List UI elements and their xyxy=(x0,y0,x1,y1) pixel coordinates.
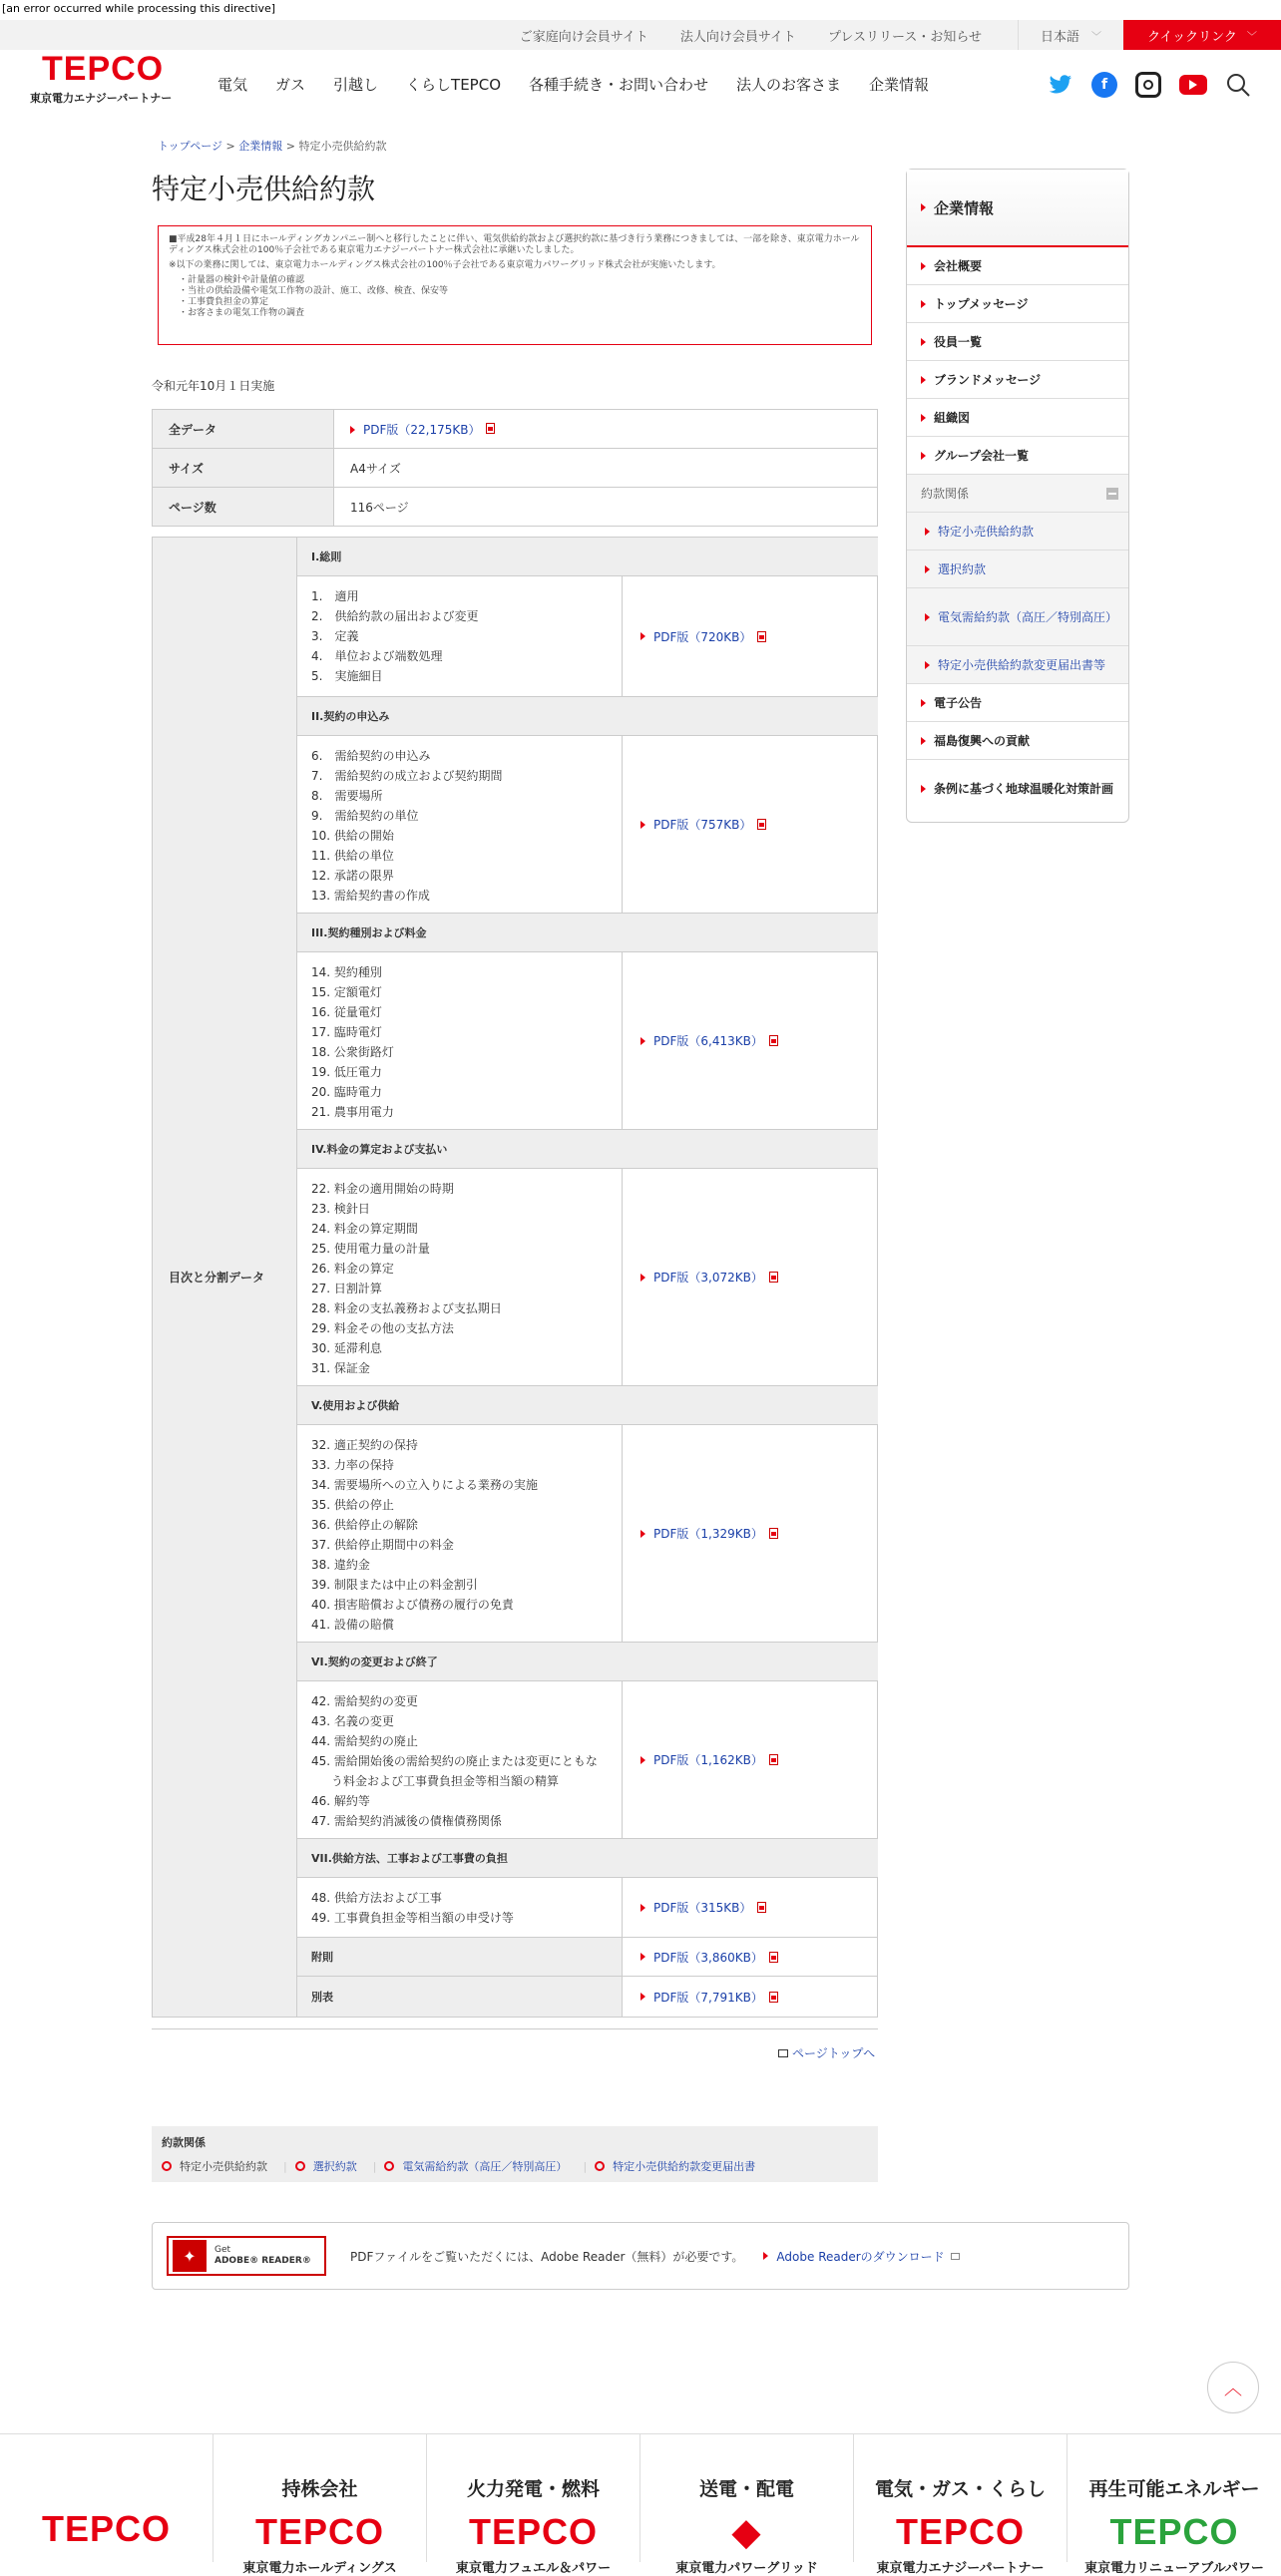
footer-column-title: 電気・ガス・くらし xyxy=(874,2478,1046,2500)
list-item: 48. 供給方法および工事 xyxy=(311,1891,442,1905)
badge-get: Get xyxy=(214,2245,231,2255)
footer-column-title: 火力発電・燃料 xyxy=(466,2478,600,2500)
list-item: 22. 料金の適用開始の時期 xyxy=(311,1182,454,1196)
side-nav xyxy=(906,169,1129,823)
list-item: 12. 承諾の限界 xyxy=(311,869,394,883)
info-value: 116ページ xyxy=(334,488,878,527)
logo-subtitle: 東京電力エナジーパートナー xyxy=(30,92,173,105)
search-icon[interactable] xyxy=(1225,72,1251,98)
nav-procedures[interactable]: 各種手続き・お問い合わせ xyxy=(529,76,709,94)
table-row xyxy=(153,488,878,527)
list-item: 7. 需給契約の成立および契約期間 xyxy=(311,769,503,783)
arrow-right-icon xyxy=(925,565,930,573)
breadcrumb-parent[interactable]: 企業情報 xyxy=(238,140,283,153)
side-nav-item[interactable] xyxy=(907,399,1128,437)
adobe-icon: ✦ xyxy=(173,2240,207,2272)
list-item: 2. 供給約款の届出および変更 xyxy=(311,609,479,623)
toc-items xyxy=(297,576,623,697)
global-nav xyxy=(217,74,957,95)
pdf-icon xyxy=(769,1528,778,1539)
camera-icon xyxy=(778,2049,788,2057)
arrow-right-icon xyxy=(350,426,355,434)
separator: | xyxy=(283,2159,287,2173)
list-item: 4. 単位および端数処理 xyxy=(311,649,443,663)
arrow-right-icon xyxy=(921,737,926,745)
pdf-icon xyxy=(769,1952,778,1963)
side-nav-item[interactable] xyxy=(907,437,1128,475)
related-links xyxy=(152,2126,878,2182)
side-nav-label: 電子公告 xyxy=(934,696,983,710)
list-item: 14. 契約種別 xyxy=(311,965,382,979)
list-item: 20. 臨時電力 xyxy=(311,1085,382,1099)
list-item: 31. 保証金 xyxy=(311,1361,370,1375)
table-row xyxy=(153,449,878,488)
logo-mark: TEPCO xyxy=(42,50,165,88)
separator: | xyxy=(372,2159,377,2173)
related-item[interactable] xyxy=(295,2158,365,2174)
list-item: 32. 適正契約の保持 xyxy=(311,1438,418,1452)
related-label: 特定小売供給約款 xyxy=(180,2160,267,2173)
footer-logo: TEPCO xyxy=(468,2511,598,2552)
language-label: 日本語 xyxy=(1041,29,1080,45)
youtube-icon[interactable] xyxy=(1179,75,1207,95)
footer-logo: TEPCO xyxy=(1109,2511,1239,2552)
pdf-link[interactable]: PDF版（1,162KB） xyxy=(653,1753,763,1767)
error-message: [an error occurred while processing this directive] xyxy=(2,2,276,15)
page-top-label: ページトップへ xyxy=(792,2046,876,2060)
arrow-right-icon xyxy=(640,1530,645,1538)
pdf-icon xyxy=(769,1272,778,1283)
arrow-right-icon xyxy=(921,699,926,707)
toc-side-label: 目次と分割データ xyxy=(153,538,297,2017)
list-item: 23. 検針日 xyxy=(311,1202,370,1216)
side-nav-label: 組織図 xyxy=(934,411,971,425)
side-nav-sub-item[interactable] xyxy=(907,513,1128,551)
footer-logo: TEPCO xyxy=(254,2511,384,2552)
list-item: 5. 実施細目 xyxy=(311,669,383,683)
collapse-icon[interactable] xyxy=(1106,488,1118,500)
toc-pdf-cell xyxy=(623,1169,878,1386)
pdf-link[interactable]: PDF版（315KB） xyxy=(653,1901,752,1915)
footer-logo: TEPCO xyxy=(41,2508,171,2549)
list-item: 1. 適用 xyxy=(311,589,359,603)
arrow-right-icon xyxy=(640,632,645,640)
nav-corporate[interactable]: 企業情報 xyxy=(869,76,930,94)
instagram-icon[interactable] xyxy=(1135,72,1161,98)
footer-column[interactable] xyxy=(0,2434,214,2562)
side-nav-sub-label: 特定小売供給約款 xyxy=(938,525,1035,539)
toc-pdf-cell xyxy=(623,576,878,697)
pdf-icon xyxy=(769,1035,778,1046)
info-label: サイズ xyxy=(153,449,334,488)
arrow-right-icon xyxy=(640,1993,645,2001)
external-link-icon xyxy=(951,2253,960,2260)
arrow-right-icon xyxy=(921,262,926,270)
page-title: 特定小売供給約款 xyxy=(152,173,376,205)
pdf-icon xyxy=(757,819,766,830)
toc-section-title: VI.契約の変更および終了 xyxy=(297,1643,878,1681)
quick-link-button[interactable] xyxy=(1123,20,1281,50)
breadcrumb-current: 特定小売供給約款 xyxy=(298,140,387,153)
list-item: 30. 延滞利息 xyxy=(311,1341,382,1355)
breadcrumb-home[interactable]: トップページ xyxy=(158,140,223,153)
side-nav-sub-item[interactable] xyxy=(907,551,1128,588)
list-item: 9. 需給契約の単位 xyxy=(311,809,419,823)
list-item: 49. 工事費負担金等相当額の申受け等 xyxy=(311,1911,514,1925)
toc-pdf-cell xyxy=(623,1938,878,1977)
related-title: 約款関係 xyxy=(162,2136,206,2149)
separator: | xyxy=(583,2159,588,2173)
list-item: 40. 損害賠償および債務の履行の免責 xyxy=(311,1598,514,1612)
badge-name: ADOBE® READER® xyxy=(214,2256,311,2266)
toc-section-title: III.契約種別および料金 xyxy=(297,914,878,952)
footer-company: 東京電力ホールディングス xyxy=(242,2561,397,2576)
list-item: 6. 需給契約の申込み xyxy=(311,749,431,763)
side-nav-item[interactable] xyxy=(907,285,1128,323)
arrow-right-icon xyxy=(640,1756,645,1764)
adobe-text: PDFファイルをご覧いただくには、Adobe Reader（無料）が必要です。 xyxy=(350,2249,744,2264)
list-item: 19. 低圧電力 xyxy=(311,1065,382,1079)
list-item: 45. 需給開始後の需給契約の廃止または変更にともなう料金および工事費負担金等相当額の精算 xyxy=(311,1754,598,1788)
list-item: 29. 料金その他の支払方法 xyxy=(311,1321,454,1335)
related-label: 特定小売供給約款変更届出書 xyxy=(613,2160,756,2173)
list-item: 44. 需給契約の廃止 xyxy=(311,1734,418,1748)
footer-column[interactable] xyxy=(854,2434,1068,2576)
nav-kurashi[interactable]: くらしTEPCO xyxy=(406,76,502,94)
page-top-link[interactable] xyxy=(778,2044,875,2061)
arrow-right-icon xyxy=(640,1953,645,1961)
list-item: 35. 供給の停止 xyxy=(311,1498,394,1512)
notice-paragraph-1: ■平成28年４月１日にホールディングカンパニー制へと移行したことに伴い、電気供給約款および選択約款に基づき行う業務につきましては、一部を除き、東京電力ホールディングス株式会社の100％子会社である東京電力エナジーパートナー株式会社に承継いたしました。 xyxy=(169,234,860,255)
enforcement-date: 令和元年10月１日実施 xyxy=(152,379,275,393)
list-item: 26. 料金の算定 xyxy=(311,1262,394,1276)
footer-column[interactable] xyxy=(214,2434,427,2576)
side-nav-item[interactable] xyxy=(907,247,1128,285)
arrow-right-icon xyxy=(921,376,926,384)
info-label: ページ数 xyxy=(153,488,334,527)
footer-column[interactable] xyxy=(427,2434,640,2576)
list-item: 41. 設備の賠償 xyxy=(311,1618,394,1632)
toc-pdf-cell xyxy=(623,1425,878,1643)
tepco-logo[interactable] xyxy=(30,50,180,120)
footer-company: 東京電力リニューアブルパワー xyxy=(1084,2561,1264,2576)
toc-pdf-cell xyxy=(623,952,878,1130)
side-nav-label: トップメッセージ xyxy=(934,297,1029,311)
bullet-icon xyxy=(162,2161,172,2171)
arrow-right-icon xyxy=(640,1274,645,1282)
notice-box xyxy=(158,225,872,345)
side-nav-label: 会社概要 xyxy=(934,259,983,273)
side-nav-sub-item[interactable] xyxy=(907,646,1128,684)
notice-item: ・工事費負担金の算定 xyxy=(179,297,269,307)
notice-item: ・お客さまの電気工作物の調査 xyxy=(179,308,305,318)
toc-section-title: V.使用および供給 xyxy=(297,1386,878,1425)
list-item: 47. 需給契約消滅後の債権債務関係 xyxy=(311,1814,502,1828)
list-item: 17. 臨時電灯 xyxy=(311,1025,382,1039)
arrow-right-icon xyxy=(921,452,926,460)
adobe-reader-badge[interactable] xyxy=(167,2236,326,2276)
list-item: 3. 定義 xyxy=(311,629,359,643)
utility-link-home-members[interactable]: ご家庭向け会員サイト xyxy=(519,29,648,45)
chevron-down-icon: ﹀ xyxy=(1246,31,1257,43)
side-nav-group-label: 約款関係 xyxy=(921,487,970,501)
site-header xyxy=(0,50,1281,138)
arrow-right-icon xyxy=(921,300,926,308)
arrow-right-icon xyxy=(925,613,930,621)
related-label: 選択約款 xyxy=(312,2160,357,2173)
toc-items xyxy=(297,1425,623,1643)
toc-section-title: IV.料金の算定および支払い xyxy=(297,1130,878,1169)
pdf-icon xyxy=(757,1902,766,1913)
nav-business[interactable]: 法人のお客さま xyxy=(736,76,842,94)
toc-items xyxy=(297,736,623,914)
group-footer xyxy=(0,2433,1281,2576)
list-item: 46. 解約等 xyxy=(311,1794,370,1808)
toc-section-title: VII.供給方法、工事および工事費の負担 xyxy=(297,1839,878,1878)
arrow-right-icon xyxy=(921,338,926,346)
list-item: 10. 供給の開始 xyxy=(311,829,394,843)
side-nav-item[interactable] xyxy=(907,361,1128,399)
arrow-right-icon xyxy=(921,203,926,211)
adobe-reader-box xyxy=(152,2222,1129,2290)
side-nav-title[interactable] xyxy=(907,170,1128,247)
nav-moving[interactable]: 引越し xyxy=(333,76,379,94)
notice-list xyxy=(179,275,861,319)
footer-column-title xyxy=(0,2474,213,2498)
side-nav-item[interactable] xyxy=(907,760,1128,818)
footer-column-title: 持株会社 xyxy=(281,2478,358,2500)
toc-extra-title: 附則 xyxy=(297,1938,623,1977)
toc-items xyxy=(297,952,623,1130)
utility-bar xyxy=(0,20,1281,50)
side-nav-item[interactable] xyxy=(907,684,1128,722)
toc-items xyxy=(297,1681,623,1839)
pdf-icon xyxy=(769,1754,778,1765)
toc-section-title: I.総則 xyxy=(297,538,878,576)
side-nav-sub-item[interactable] xyxy=(907,588,1128,646)
bullet-icon xyxy=(384,2161,394,2171)
bullet-icon xyxy=(595,2161,605,2171)
list-item: 13. 需給契約書の作成 xyxy=(311,889,430,903)
side-nav-group[interactable] xyxy=(907,475,1128,513)
pdf-link[interactable]: PDF版（757KB） xyxy=(653,818,752,832)
arrow-right-icon xyxy=(640,821,645,829)
arrow-right-icon xyxy=(640,1904,645,1912)
pdf-link[interactable]: PDF版（1,329KB） xyxy=(653,1527,763,1541)
side-nav-item[interactable] xyxy=(907,722,1128,760)
toc-section-title: II.契約の申込み xyxy=(297,697,878,736)
side-nav-label: 福島復興への貢献 xyxy=(934,734,1031,748)
footer-column-title: 再生可能エネルギー xyxy=(1088,2478,1260,2500)
nav-electricity[interactable]: 電気 xyxy=(217,76,248,94)
list-item: 34. 需要場所への立入りによる業務の実施 xyxy=(311,1478,538,1492)
arrow-right-icon xyxy=(763,2252,768,2260)
side-nav-item[interactable] xyxy=(907,323,1128,361)
pdf-link[interactable]: PDF版（3,072KB） xyxy=(653,1271,763,1285)
side-nav-sub-label: 選択約款 xyxy=(938,562,987,576)
list-item: 28. 料金の支払義務および支払期日 xyxy=(311,1301,502,1315)
utility-link-press[interactable]: プレスリリース・お知らせ xyxy=(827,29,982,45)
footer-column-title: 送電・配電 xyxy=(698,2478,794,2500)
toc-pdf-cell xyxy=(623,1977,878,2017)
list-item: 24. 料金の算定期間 xyxy=(311,1222,418,1236)
notice-item: ・当社の供給設備や電気工作物の設計、施工、改修、検査、保安等 xyxy=(179,286,449,296)
list-item: 16. 従量電灯 xyxy=(311,1005,382,1019)
toc-items xyxy=(297,1169,623,1386)
list-item: 11. 供給の単位 xyxy=(311,849,394,863)
list-item: 33. 力率の保持 xyxy=(311,1458,394,1472)
footer-column[interactable] xyxy=(1068,2434,1281,2576)
list-item: 42. 需給契約の変更 xyxy=(311,1694,418,1708)
list-item: 8. 需要場所 xyxy=(311,789,383,803)
info-value xyxy=(334,410,878,449)
pdf-link[interactable]: PDF版（7,791KB） xyxy=(653,1990,763,2005)
list-item: 43. 名義の変更 xyxy=(311,1714,394,1728)
related-item[interactable] xyxy=(384,2158,575,2174)
arrow-right-icon xyxy=(640,1037,645,1045)
side-nav-title-label: 企業情報 xyxy=(934,198,995,217)
notice-item: ・計量器の検針や計量値の確認 xyxy=(179,275,305,285)
chevron-up-icon: ︿ xyxy=(1224,2379,1242,2399)
toc-table xyxy=(152,537,878,2018)
divider xyxy=(152,2028,878,2029)
footer-column[interactable] xyxy=(640,2434,854,2576)
pdf-link-all[interactable]: PDF版（22,175KB） xyxy=(363,422,481,437)
quick-link-label: クイックリンク xyxy=(1147,29,1237,45)
chevron-down-icon: ﹀ xyxy=(1091,31,1102,43)
footer-company: 東京電力フュエル＆パワー xyxy=(455,2561,612,2576)
list-item: 39. 制限または中止の料金割引 xyxy=(311,1578,478,1592)
bullet-icon xyxy=(295,2161,305,2171)
toc-pdf-cell xyxy=(623,1681,878,1839)
pdf-link[interactable]: PDF版（6,413KB） xyxy=(653,1034,763,1048)
facebook-icon[interactable]: f xyxy=(1091,72,1117,98)
footer-logo: TEPCO xyxy=(895,2511,1025,2552)
table-row xyxy=(153,410,878,449)
list-item: 18. 公衆街路灯 xyxy=(311,1045,394,1059)
pdf-icon xyxy=(757,631,766,642)
language-select[interactable] xyxy=(1018,20,1123,50)
toc-items xyxy=(297,1878,623,1938)
side-nav-label: 条例に基づく地球温暖化対策計画 xyxy=(934,782,1114,796)
related-list xyxy=(162,2158,868,2174)
side-nav-label: 役員一覧 xyxy=(934,335,983,349)
pdf-icon xyxy=(769,1992,778,2003)
toc-pdf-cell xyxy=(623,736,878,914)
adobe-download-link[interactable]: Adobe Readerのダウンロード xyxy=(776,2249,945,2264)
side-nav-label: グループ会社一覧 xyxy=(934,449,1030,463)
related-item[interactable] xyxy=(162,2158,275,2174)
arrow-right-icon xyxy=(925,528,930,536)
arrow-right-icon xyxy=(921,785,926,793)
side-nav-sub-label: 特定小売供給約款変更届出書等 xyxy=(938,658,1106,672)
notice-paragraph-2: ※以下の業務に関しては、東京電力ホールディングス株式会社の100％子会社である東京電力パワーグリッド株式会社が実施いたします。 xyxy=(169,260,721,270)
info-value: A4サイズ xyxy=(334,449,878,488)
list-item: 37. 供給停止期間中の料金 xyxy=(311,1538,454,1552)
side-nav-sub-label: 電気需給約款（高圧／特別高圧） xyxy=(938,609,1118,624)
twitter-icon[interactable] xyxy=(1048,72,1073,98)
related-item[interactable] xyxy=(595,2158,763,2174)
info-label: 全データ xyxy=(153,410,334,449)
footer-company: 東京電力パワーグリッド xyxy=(675,2561,818,2576)
toc-extra-title: 別表 xyxy=(297,1977,623,2017)
list-item: 15. 定額電灯 xyxy=(311,985,382,999)
related-label: 電気需給約款（高圧／特別高圧） xyxy=(402,2160,568,2173)
nav-gas[interactable]: ガス xyxy=(275,76,306,94)
info-table xyxy=(152,409,878,527)
list-item: 27. 日割計算 xyxy=(311,1282,382,1295)
footer-logo-diamond: ◆ xyxy=(732,2511,761,2552)
go-top-button[interactable] xyxy=(1207,2362,1259,2413)
side-nav-label: ブランドメッセージ xyxy=(934,373,1042,387)
arrow-right-icon xyxy=(925,661,930,669)
arrow-right-icon xyxy=(921,414,926,422)
list-item: 21. 農事用電力 xyxy=(311,1105,394,1119)
pdf-icon xyxy=(486,423,495,434)
pdf-link[interactable]: PDF版（720KB） xyxy=(653,629,752,644)
utility-link-business-members[interactable]: 法人向け会員サイト xyxy=(679,29,796,45)
list-item: 38. 違約金 xyxy=(311,1558,370,1572)
footer-company: 東京電力エナジーパートナー xyxy=(876,2561,1045,2576)
list-item: 36. 供給停止の解除 xyxy=(311,1518,418,1532)
social-links xyxy=(1030,72,1251,98)
pdf-link[interactable]: PDF版（3,860KB） xyxy=(653,1950,763,1965)
list-item: 25. 使用電力量の計量 xyxy=(311,1242,430,1256)
toc-pdf-cell xyxy=(623,1878,878,1938)
breadcrumb: トップページ > 企業情報 > 特定小売供給約款 xyxy=(158,140,387,153)
